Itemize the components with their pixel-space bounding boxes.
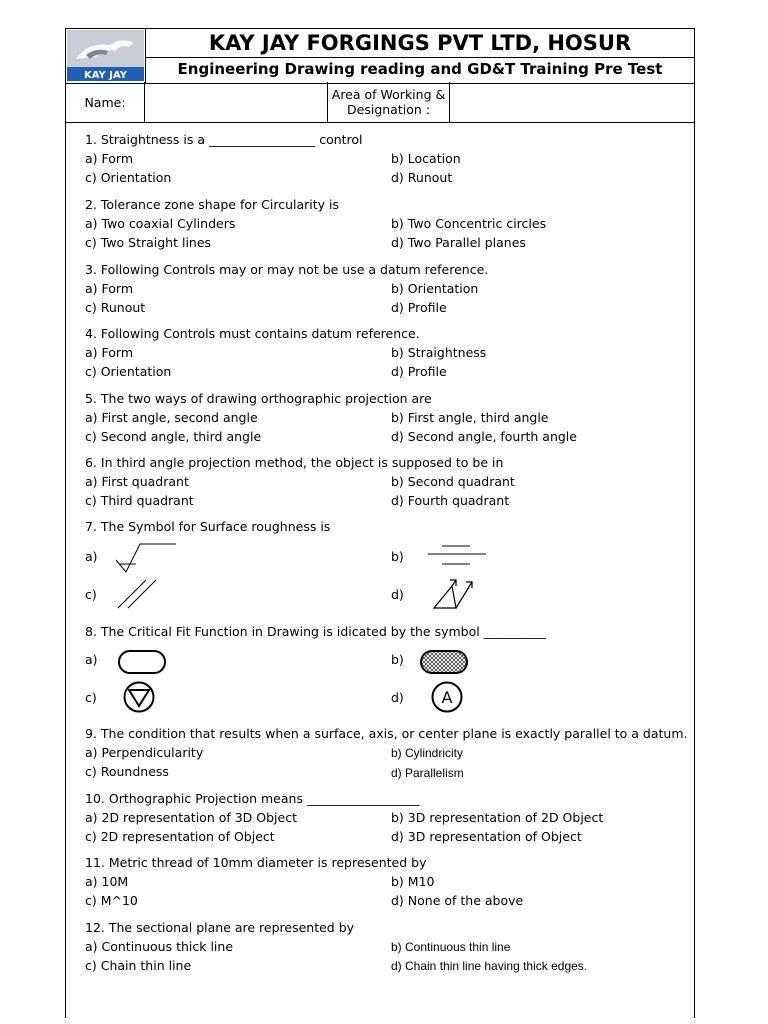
- q11-option-a[interactable]: a) 10M: [85, 874, 129, 889]
- q4-option-a[interactable]: a) Form: [85, 345, 133, 360]
- q5-option-d[interactable]: d) Second angle, fourth angle: [391, 429, 577, 444]
- q7-option-c[interactable]: c): [85, 587, 97, 602]
- q11-option-d[interactable]: d) None of the above: [391, 893, 524, 908]
- q6-option-c[interactable]: c) Third quadrant: [85, 493, 194, 508]
- company-title: KAY JAY FORGINGS PVT LTD, HOSUR: [208, 31, 632, 55]
- question-6: 6. In third angle projection method, the object is supposed to be in: [85, 455, 504, 470]
- svg-text:KAY JAY: KAY JAY: [84, 70, 127, 81]
- q12-option-d[interactable]: d) Chain thin line having thick edges.: [391, 959, 588, 973]
- question-9: 9. The condition that results when a surface, axis, or center plane is exactly parallel to a datum.: [85, 726, 688, 741]
- test-sheet: [65, 28, 695, 1018]
- area-designation-label: Area of Working & Designation :: [328, 82, 450, 122]
- q9-option-d[interactable]: d) Parallelism: [391, 766, 464, 780]
- header: [66, 28, 694, 84]
- area-designation-field[interactable]: [450, 82, 694, 122]
- q7-option-d[interactable]: d): [391, 587, 404, 602]
- parallel-lines-icon: [426, 544, 488, 568]
- q8-option-d[interactable]: d): [391, 690, 404, 705]
- q1-option-b[interactable]: b) Location: [391, 151, 461, 166]
- q12-option-b[interactable]: b) Continuous thin line: [391, 940, 511, 954]
- name-field[interactable]: [145, 82, 328, 122]
- svg-text:A: A: [441, 688, 453, 707]
- q9-option-a[interactable]: a) Perpendicularity: [85, 745, 204, 760]
- q8-option-c[interactable]: c): [85, 690, 97, 705]
- q1-option-a[interactable]: a) Form: [85, 151, 133, 166]
- q3-option-c[interactable]: c) Runout: [85, 300, 146, 315]
- q6-option-a[interactable]: a) First quadrant: [85, 474, 189, 489]
- question-5: 5. The two ways of drawing orthographic projection are: [85, 391, 432, 406]
- q5-option-c[interactable]: c) Second angle, third angle: [85, 429, 262, 444]
- double-slash-icon: [116, 578, 160, 610]
- name-label: Name:: [66, 82, 145, 122]
- question-7: 7. The Symbol for Surface roughness is: [85, 519, 331, 534]
- q3-option-b[interactable]: b) Orientation: [391, 281, 479, 296]
- circled-triangle-icon: [123, 681, 157, 715]
- oblong-outline-icon: [118, 650, 168, 676]
- question-12: 12. The sectional plane are represented by: [85, 920, 355, 935]
- q3-option-a[interactable]: a) Form: [85, 281, 133, 296]
- question-1: 1. Straightness is a _________________ control: [85, 132, 363, 147]
- q5-option-a[interactable]: a) First angle, second angle: [85, 410, 258, 425]
- q2-option-d[interactable]: d) Two Parallel planes: [391, 235, 526, 250]
- question-4: 4. Following Controls must contains datum reference.: [85, 326, 420, 341]
- q8-option-a[interactable]: a): [85, 652, 98, 667]
- q10-option-c[interactable]: c) 2D representation of Object: [85, 829, 275, 844]
- q11-option-b[interactable]: b) M10: [391, 874, 435, 889]
- q7-option-a[interactable]: a): [85, 549, 98, 564]
- question-3: 3. Following Controls may or may not be use a datum reference.: [85, 262, 489, 277]
- q4-option-d[interactable]: d) Profile: [391, 364, 447, 379]
- q4-option-c[interactable]: c) Orientation: [85, 364, 172, 379]
- q10-option-b[interactable]: b) 3D representation of 2D Object: [391, 810, 604, 825]
- q12-option-c[interactable]: c) Chain thin line: [85, 958, 192, 973]
- oblong-hatched-icon: [420, 650, 470, 676]
- q5-option-b[interactable]: b) First angle, third angle: [391, 410, 549, 425]
- q9-option-c[interactable]: c) Roundness: [85, 764, 169, 779]
- q6-option-b[interactable]: b) Second quadrant: [391, 474, 515, 489]
- q2-option-a[interactable]: a) Two coaxial Cylinders: [85, 216, 236, 231]
- q3-option-d[interactable]: d) Profile: [391, 300, 447, 315]
- q7-option-b[interactable]: b): [391, 549, 404, 564]
- q10-option-a[interactable]: a) 2D representation of 3D Object: [85, 810, 297, 825]
- q2-option-b[interactable]: b) Two Concentric circles: [391, 216, 547, 231]
- q12-option-a[interactable]: a) Continuous thick line: [85, 939, 234, 954]
- q2-option-c[interactable]: c) Two Straight lines: [85, 235, 212, 250]
- q6-option-d[interactable]: d) Fourth quadrant: [391, 493, 510, 508]
- question-11: 11. Metric thread of 10mm diameter is represented by: [85, 855, 427, 870]
- q10-option-d[interactable]: d) 3D representation of Object: [391, 829, 582, 844]
- q11-option-c[interactable]: c) M^10: [85, 893, 138, 908]
- question-2: 2. Tolerance zone shape for Circularity is: [85, 197, 339, 212]
- question-10: 10. Orthographic Projection means __________________: [85, 791, 420, 806]
- q8-option-b[interactable]: b): [391, 652, 404, 667]
- test-subtitle: Engineering Drawing reading and GD&T Training Pre Test: [146, 57, 694, 80]
- kay-jay-logo-icon: [66, 29, 145, 82]
- circled-letter-icon: [431, 681, 465, 715]
- surface-roughness-check-icon: [114, 542, 178, 574]
- q4-option-b[interactable]: b) Straightness: [391, 345, 487, 360]
- q9-option-b[interactable]: b) Cylindricity: [391, 746, 464, 760]
- q1-option-d[interactable]: d) Runout: [391, 170, 453, 185]
- participant-info-row: [66, 82, 694, 123]
- company-logo: [66, 29, 146, 83]
- q1-option-c[interactable]: c) Orientation: [85, 170, 172, 185]
- question-8: 8. The Critical Fit Function in Drawing is idicated by the symbol __________: [85, 624, 547, 639]
- runout-arrow-icon: [432, 576, 476, 612]
